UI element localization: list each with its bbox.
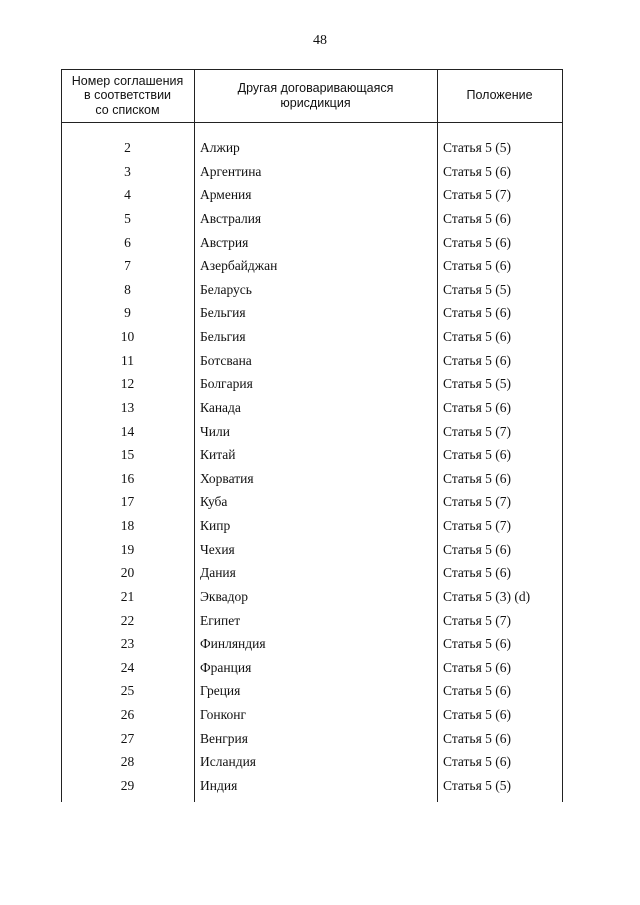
table-row [61,207,563,231]
provision-cell: Статья 5 (7) [443,494,512,510]
table-row [61,632,563,656]
table-row [61,136,563,160]
table-row [61,656,563,680]
agreement-number-cell: 26 [120,707,135,722]
jurisdiction-cell: Индия [200,777,238,793]
jurisdiction-cell: Исландия [200,754,256,770]
header-bottom-border [61,122,563,123]
provision-cell: Статья 5 (3) (d) [443,588,531,604]
provision-cell: Статья 5 (6) [443,352,512,368]
provision-cell: Статья 5 (7) [443,612,512,628]
header-agreement-number: Номер соглашения в соответствии со списком [71,73,184,117]
jurisdiction-cell: Армения [200,187,252,203]
provision-cell: Статья 5 (7) [443,518,512,533]
agreement-number-cell: 7 [124,258,131,274]
table-row [61,609,563,633]
jurisdiction-cell: Австралия [200,210,262,226]
agreement-number-cell: 20 [120,565,135,581]
agreement-number-cell: 17 [120,494,135,510]
jurisdiction-cell: Куба [200,494,228,510]
provision-cell: Статья 5 (6) [443,683,512,699]
table-row [61,396,563,420]
provision-cell: Статья 5 (6) [443,399,512,415]
provision-cell: Статья 5 (5) [443,281,512,297]
provision-cell: Статья 5 (5) [443,777,512,793]
table-row [61,160,563,184]
provision-cell: Статья 5 (6) [443,258,512,274]
agreement-number-cell: 18 [120,518,135,533]
table-row [61,774,563,798]
provision-cell: Статья 5 (7) [443,423,512,439]
agreement-number-cell: 14 [120,423,135,439]
agreement-number-cell: 19 [120,541,135,557]
page-number: 48 [313,33,327,48]
jurisdiction-cell: Бельгия [200,329,246,344]
provision-cell: Статья 5 (6) [443,565,512,581]
table-row [61,514,563,538]
provision-cell: Статья 5 (6) [443,470,512,486]
table-row [61,727,563,751]
agreement-number-cell: 12 [120,376,135,392]
provision-cell: Статья 5 (6) [443,707,512,722]
provision-cell: Статья 5 (6) [443,163,512,179]
table-row [61,467,563,491]
table-row [61,301,563,325]
jurisdiction-cell: Китай [200,447,236,463]
table-row [61,703,563,727]
table-row [61,420,563,444]
provision-cell: Статья 5 (6) [443,210,512,226]
agreement-number-cell: 2 [124,140,131,155]
agreement-number-cell: 5 [124,210,131,226]
provision-cell: Статья 5 (6) [443,541,512,557]
table-row [61,278,563,302]
table-row [61,183,563,207]
agreement-number-cell: 21 [120,588,135,604]
agreement-number-cell: 24 [120,659,135,675]
table-row [61,585,563,609]
jurisdiction-cell: Беларусь [200,281,252,297]
jurisdiction-cell: Кипр [200,518,231,533]
agreement-number-cell: 11 [121,352,134,368]
agreement-number-cell: 25 [120,683,135,699]
provision-cell: Статья 5 (6) [443,636,512,652]
table-row [61,254,563,278]
table-row [61,231,563,255]
jurisdiction-cell: Франция [200,659,252,675]
jurisdiction-cell: Азербайджан [200,258,278,274]
provision-cell: Статья 5 (6) [443,234,512,250]
agreement-number-cell: 9 [124,305,131,321]
jurisdiction-cell: Аргентина [200,163,262,179]
agreement-number-cell: 3 [124,163,131,179]
provision-cell: Статья 5 (6) [443,754,512,770]
provision-cell: Статья 5 (6) [443,730,512,746]
treaty-table [61,69,563,802]
jurisdiction-cell: Ботсвана [200,352,252,368]
table-row [61,679,563,703]
provision-cell: Статья 5 (5) [443,140,512,155]
jurisdiction-cell: Австрия [200,234,249,250]
jurisdiction-cell: Хорватия [200,470,254,486]
table-row [61,490,563,514]
jurisdiction-cell: Чили [200,423,230,439]
agreement-number-cell: 8 [124,281,131,297]
table-row [61,443,563,467]
jurisdiction-cell: Канада [200,399,241,415]
table-row [61,538,563,562]
jurisdiction-cell: Финляндия [200,636,266,652]
jurisdiction-cell: Чехия [200,541,235,557]
table-row [61,372,563,396]
jurisdiction-cell: Дания [200,565,236,581]
jurisdiction-cell: Алжир [200,140,240,155]
table-row [61,349,563,373]
jurisdiction-cell: Гонконг [200,707,246,722]
agreement-number-cell: 23 [120,636,135,652]
table-row [61,561,563,585]
agreement-number-cell: 16 [120,470,135,486]
jurisdiction-cell: Египет [200,612,241,628]
agreement-number-cell: 13 [120,399,135,415]
agreement-number-cell: 27 [120,730,135,746]
header-provision: Положение [466,88,533,103]
jurisdiction-cell: Бельгия [200,305,246,321]
jurisdiction-cell: Болгария [200,376,253,392]
table-row [61,750,563,774]
jurisdiction-cell: Греция [200,683,241,699]
header-jurisdiction: Другая договаривающаяся юрисдикция [237,81,394,110]
jurisdiction-cell: Эквадор [200,588,249,604]
agreement-number-cell: 6 [124,234,131,250]
provision-cell: Статья 5 (7) [443,187,512,203]
agreement-number-cell: 15 [120,447,135,463]
provision-cell: Статья 5 (6) [443,329,512,344]
provision-cell: Статья 5 (6) [443,659,512,675]
agreement-number-cell: 29 [120,777,135,793]
provision-cell: Статья 5 (6) [443,447,512,463]
agreement-number-cell: 22 [120,612,135,628]
table-row [61,325,563,349]
provision-cell: Статья 5 (5) [443,376,512,392]
jurisdiction-cell: Венгрия [200,730,248,746]
agreement-number-cell: 28 [120,754,135,770]
agreement-number-cell: 10 [120,329,135,344]
provision-cell: Статья 5 (6) [443,305,512,321]
table-body [61,136,563,798]
agreement-number-cell: 4 [124,187,131,203]
